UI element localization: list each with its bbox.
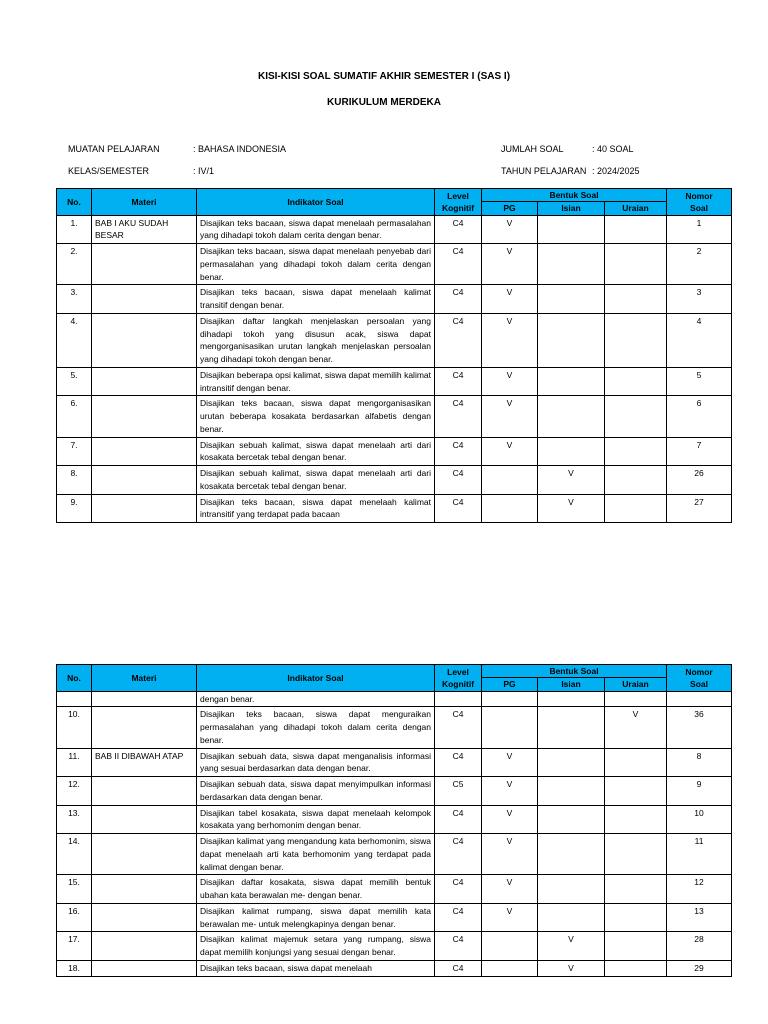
header-materi: Materi <box>92 189 197 216</box>
cell-indikator: Disajikan kalimat yang mengandung kata berhomonim, siswa dapat menelaah arti kata berhomonim yang terdapat pada kalimat dengan benar. <box>197 834 435 875</box>
cell-level <box>435 691 482 707</box>
tahun-value: : 2024/2025 <box>592 166 640 176</box>
cell-uraian <box>605 777 667 806</box>
cell-indikator: Disajikan kalimat rumpang, siswa dapat memilih kata berawalan me- untuk melengkapinya dengan benar. <box>197 903 435 932</box>
cell-isian <box>538 834 605 875</box>
cell-isian <box>538 396 605 437</box>
table-row <box>57 932 732 961</box>
header-no: No. <box>57 189 92 216</box>
cell-materi <box>92 805 197 834</box>
header-level-line2: Kognitif <box>441 202 475 213</box>
cell-level: C4 <box>435 466 482 495</box>
cell-pg <box>482 707 538 748</box>
header-level-line1: Level <box>447 190 469 201</box>
cell-uraian <box>605 313 667 367</box>
table-row <box>57 875 732 904</box>
cell-level: C4 <box>435 875 482 904</box>
cell-level: C4 <box>435 748 482 777</box>
table-row <box>57 903 732 932</box>
cell-uraian <box>605 903 667 932</box>
table-row <box>57 367 732 396</box>
table-row <box>57 396 732 437</box>
muatan-value: : BAHASA INDONESIA <box>193 144 287 154</box>
cell-materi: BAB I AKU SUDAH BESAR <box>92 215 197 244</box>
header-uraian: Uraian <box>605 678 667 691</box>
cell-uraian <box>605 691 667 707</box>
cell-uraian <box>605 960 667 976</box>
header-isian: Isian <box>538 202 605 215</box>
cell-indikator: Disajikan daftar kosakata, siswa dapat memilih bentuk ubahan kata berawalan me- dengan benar. <box>197 875 435 904</box>
cell-indikator: Disajikan sebuah kalimat, siswa dapat menelaah arti dari kosakata bercetak tebal dengan benar. <box>197 437 435 466</box>
document-subtitle: KURIKULUM MERDEKA <box>327 97 441 108</box>
cell-nomor: 10 <box>667 805 732 834</box>
cell-pg: V <box>482 437 538 466</box>
cell-isian <box>538 691 605 707</box>
cell-indikator: Disajikan sebuah kalimat, siswa dapat menelaah arti dari kosakata bercetak tebal dengan benar. <box>197 466 435 495</box>
cell-nomor: 36 <box>667 707 732 748</box>
cell-level: C4 <box>435 244 482 285</box>
cell-isian <box>538 875 605 904</box>
table-row <box>57 748 732 777</box>
cell-isian <box>538 215 605 244</box>
cell-materi <box>92 777 197 806</box>
cell-indikator: Disajikan sebuah data, siswa dapat menganalisis informasi yang sesuai berdasarkan data dengan benar. <box>197 748 435 777</box>
cell-isian <box>538 285 605 314</box>
cell-uraian <box>605 244 667 285</box>
cell-indikator: dengan benar. <box>197 691 435 707</box>
cell-materi <box>92 903 197 932</box>
cell-pg: V <box>482 834 538 875</box>
cell-materi <box>92 285 197 314</box>
table-row <box>57 691 732 707</box>
cell-pg: V <box>482 805 538 834</box>
cell-pg: V <box>482 285 538 314</box>
header-nomor-line1: Nomor <box>685 190 713 201</box>
cell-level: C5 <box>435 777 482 806</box>
cell-level: C4 <box>435 494 482 523</box>
cell-isian <box>538 805 605 834</box>
header-nomor-line1: Nomor <box>685 666 713 677</box>
header-nomor-line2: Soal <box>690 678 708 689</box>
cell-isian: V <box>538 494 605 523</box>
cell-materi <box>92 244 197 285</box>
table-row <box>57 244 732 285</box>
cell-isian <box>538 777 605 806</box>
table-row <box>57 834 732 875</box>
cell-uraian <box>605 834 667 875</box>
header-level-line1: Level <box>447 666 469 677</box>
cell-no <box>57 691 92 707</box>
cell-nomor: 27 <box>667 494 732 523</box>
cell-nomor: 5 <box>667 367 732 396</box>
cell-nomor <box>667 691 732 707</box>
cell-nomor: 6 <box>667 396 732 437</box>
cell-nomor: 12 <box>667 875 732 904</box>
table-row <box>57 466 732 495</box>
cell-uraian <box>605 805 667 834</box>
cell-materi <box>92 437 197 466</box>
table-row <box>57 494 732 523</box>
header-uraian: Uraian <box>605 202 667 215</box>
header-pg: PG <box>482 678 538 691</box>
cell-isian <box>538 707 605 748</box>
cell-pg: V <box>482 313 538 367</box>
cell-no: 8. <box>57 466 92 495</box>
cell-nomor: 4 <box>667 313 732 367</box>
cell-pg <box>482 960 538 976</box>
cell-nomor: 3 <box>667 285 732 314</box>
cell-materi <box>92 932 197 961</box>
cell-nomor: 7 <box>667 437 732 466</box>
cell-level: C4 <box>435 367 482 396</box>
cell-materi <box>92 466 197 495</box>
cell-isian <box>538 244 605 285</box>
cell-nomor: 1 <box>667 215 732 244</box>
table-row <box>57 777 732 806</box>
cell-materi <box>92 960 197 976</box>
cell-uraian <box>605 748 667 777</box>
header-indikator: Indikator Soal <box>197 189 435 216</box>
cell-uraian <box>605 285 667 314</box>
cell-isian <box>538 367 605 396</box>
cell-uraian <box>605 215 667 244</box>
cell-isian: V <box>538 960 605 976</box>
cell-nomor: 8 <box>667 748 732 777</box>
cell-pg: V <box>482 875 538 904</box>
cell-level: C4 <box>435 215 482 244</box>
cell-pg: V <box>482 748 538 777</box>
header-level-line2: Kognitif <box>441 678 475 689</box>
table-row <box>57 285 732 314</box>
kisi-table-1 <box>56 188 732 523</box>
cell-uraian <box>605 466 667 495</box>
cell-nomor: 13 <box>667 903 732 932</box>
cell-no: 3. <box>57 285 92 314</box>
cell-pg <box>482 932 538 961</box>
cell-no: 1. <box>57 215 92 244</box>
cell-isian <box>538 903 605 932</box>
cell-no: 16. <box>57 903 92 932</box>
cell-materi <box>92 396 197 437</box>
cell-pg <box>482 494 538 523</box>
cell-no: 17. <box>57 932 92 961</box>
cell-nomor: 29 <box>667 960 732 976</box>
table-row <box>57 960 732 976</box>
header-nomor <box>667 665 732 692</box>
cell-indikator: Disajikan teks bacaan, siswa dapat menelaah kalimat transitif dengan benar. <box>197 285 435 314</box>
header-bentuk: Bentuk Soal <box>482 189 667 202</box>
cell-isian <box>538 313 605 367</box>
cell-materi <box>92 834 197 875</box>
header-pg: PG <box>482 202 538 215</box>
cell-isian: V <box>538 466 605 495</box>
table-row <box>57 215 732 244</box>
cell-uraian <box>605 396 667 437</box>
cell-uraian <box>605 875 667 904</box>
cell-no: 7. <box>57 437 92 466</box>
cell-no: 5. <box>57 367 92 396</box>
cell-pg: V <box>482 903 538 932</box>
cell-materi <box>92 707 197 748</box>
cell-no: 15. <box>57 875 92 904</box>
table-row <box>57 313 732 367</box>
cell-indikator: Disajikan teks bacaan, siswa dapat menelaah <box>197 960 435 976</box>
cell-isian <box>538 437 605 466</box>
header-materi: Materi <box>92 665 197 692</box>
cell-indikator: Disajikan teks bacaan, siswa dapat menelaah penyebab dari permasalahan yang dihadapi tokoh dalam cerita dengan benar. <box>197 244 435 285</box>
kelas-value: : IV/1 <box>193 166 215 176</box>
cell-indikator: Disajikan teks bacaan, siswa dapat menguraikan permasalahan yang dihadapi tokoh dalam cerita dengan benar. <box>197 707 435 748</box>
cell-nomor: 2 <box>667 244 732 285</box>
header-level <box>435 665 482 692</box>
cell-indikator: Disajikan beberapa opsi kalimat, siswa dapat memilih kalimat intransitif dengan benar. <box>197 367 435 396</box>
cell-level: C4 <box>435 834 482 875</box>
cell-materi <box>92 691 197 707</box>
header-no: No. <box>57 665 92 692</box>
cell-pg: V <box>482 244 538 285</box>
table-row <box>57 707 732 748</box>
jumlah-label: JUMLAH SOAL <box>501 144 564 154</box>
cell-level: C4 <box>435 313 482 367</box>
header-nomor-line2: Soal <box>690 202 708 213</box>
cell-uraian <box>605 437 667 466</box>
cell-isian <box>538 748 605 777</box>
cell-nomor: 26 <box>667 466 732 495</box>
header-isian: Isian <box>538 678 605 691</box>
cell-uraian <box>605 932 667 961</box>
cell-uraian <box>605 367 667 396</box>
cell-no: 6. <box>57 396 92 437</box>
cell-isian: V <box>538 932 605 961</box>
cell-nomor: 11 <box>667 834 732 875</box>
cell-no: 12. <box>57 777 92 806</box>
header-nomor <box>667 189 732 216</box>
cell-pg: V <box>482 777 538 806</box>
document-title: KISI-KISI SOAL SUMATIF AKHIR SEMESTER I (SAS I) <box>257 71 511 82</box>
cell-level: C4 <box>435 805 482 834</box>
cell-indikator: Disajikan teks bacaan, siswa dapat menelaah permasalahan yang dihadapi tokoh dalam cerita dengan benar. <box>197 215 435 244</box>
kelas-label: KELAS/SEMESTER <box>68 166 150 176</box>
cell-no: 13. <box>57 805 92 834</box>
cell-no: 2. <box>57 244 92 285</box>
cell-level: C4 <box>435 932 482 961</box>
cell-nomor: 28 <box>667 932 732 961</box>
muatan-label: MUATAN PELAJARAN <box>68 144 160 154</box>
table-row <box>57 437 732 466</box>
kisi-table-2 <box>56 664 732 977</box>
cell-pg <box>482 466 538 495</box>
header-level <box>435 189 482 216</box>
cell-uraian <box>605 494 667 523</box>
cell-no: 18. <box>57 960 92 976</box>
header-indikator: Indikator Soal <box>197 665 435 692</box>
tahun-label: TAHUN PELAJARAN <box>501 166 587 176</box>
header-bentuk: Bentuk Soal <box>482 665 667 678</box>
cell-materi: BAB II DIBAWAH ATAP <box>92 748 197 777</box>
cell-level: C4 <box>435 903 482 932</box>
cell-level: C4 <box>435 285 482 314</box>
cell-indikator: Disajikan kalimat majemuk setara yang rumpang, siswa dapat memilih konjungsi yang sesuai dengan benar. <box>197 932 435 961</box>
cell-materi <box>92 313 197 367</box>
cell-indikator: Disajikan tabel kosakata, siswa dapat menelaah kelompok kosakata yang berhomonim dengan benar. <box>197 805 435 834</box>
cell-no: 14. <box>57 834 92 875</box>
cell-pg: V <box>482 215 538 244</box>
jumlah-value: : 40 SOAL <box>592 144 634 154</box>
cell-no: 4. <box>57 313 92 367</box>
table-row <box>57 805 732 834</box>
cell-materi <box>92 875 197 904</box>
cell-pg <box>482 691 538 707</box>
cell-no: 10. <box>57 707 92 748</box>
cell-indikator: Disajikan teks bacaan, siswa dapat menelaah kalimat intransitif yang terdapat pada bacaan <box>197 494 435 523</box>
cell-nomor: 9 <box>667 777 732 806</box>
cell-level: C4 <box>435 960 482 976</box>
cell-uraian: V <box>605 707 667 748</box>
cell-indikator: Disajikan sebuah data, siswa dapat menyimpulkan informasi berdasarkan data dengan benar. <box>197 777 435 806</box>
cell-no: 11. <box>57 748 92 777</box>
cell-level: C4 <box>435 437 482 466</box>
cell-materi <box>92 494 197 523</box>
cell-indikator: Disajikan teks bacaan, siswa dapat mengorganisasikan urutan beberapa kosakata berdasarkan alfabetis dengan benar. <box>197 396 435 437</box>
cell-indikator: Disajikan daftar langkah menjelaskan persoalan yang dihadapi tokoh yang disusun acak, siswa dapat mengorganisasikan urutan langkah menjelaskan persoalan yang dihadapi tokoh dengan benar. <box>197 313 435 367</box>
cell-level: C4 <box>435 707 482 748</box>
cell-pg: V <box>482 396 538 437</box>
cell-pg: V <box>482 367 538 396</box>
cell-materi <box>92 367 197 396</box>
cell-level: C4 <box>435 396 482 437</box>
cell-no: 9. <box>57 494 92 523</box>
